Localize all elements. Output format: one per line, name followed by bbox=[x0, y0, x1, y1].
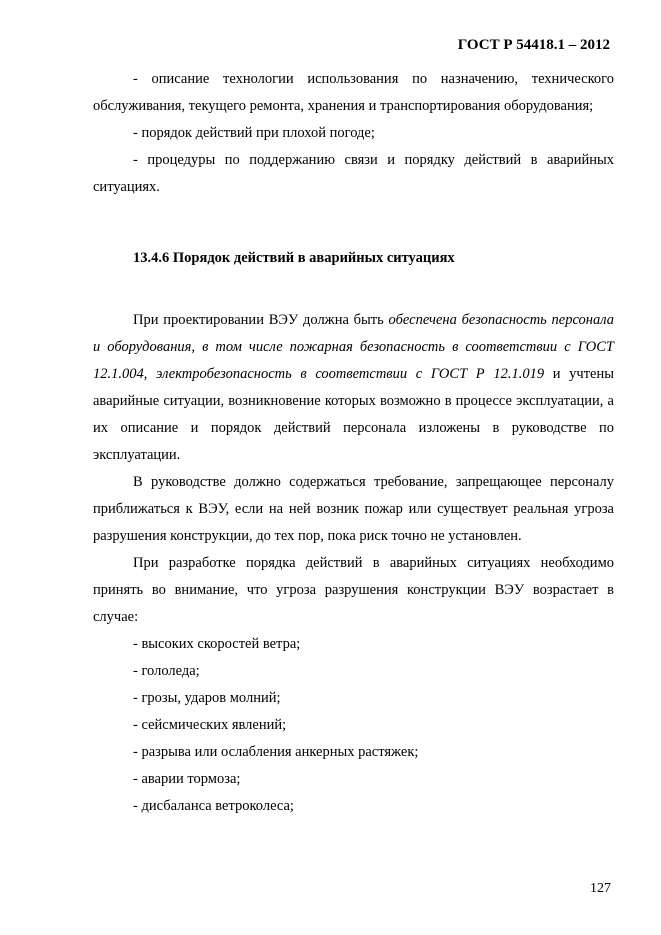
hazard-list-item: - грозы, ударов молний; bbox=[133, 690, 281, 706]
section-heading: 13.4.6 Порядок действий в аварийных ситуациях bbox=[133, 250, 455, 266]
paragraph-text: При проектировании ВЭУ должна быть bbox=[133, 312, 389, 328]
paragraph-manual-requirement: В руководстве должно содержаться требование, запрещающее персоналу приближаться к ВЭУ, если на ней возник пожар или существует реальная угроза разрушения конструкции, до тех пор, пока риск точно не установлен. bbox=[93, 474, 614, 544]
hazard-list-item: - дисбаланса ветроколеса; bbox=[133, 798, 294, 814]
hazard-list-item: - аварии тормоза; bbox=[133, 771, 241, 787]
hazard-list-item: - сейсмических явлений; bbox=[133, 717, 287, 733]
hazard-list-item: - разрыва или ослабления анкерных растяжек; bbox=[133, 744, 419, 760]
intro-list-item: - порядок действий при плохой погоде; bbox=[133, 125, 375, 141]
paragraph-text: и учтены аварийные ситуации, возникновение которых возможно в процессе эксплуатации, а их описание и порядок действий персонала изложены в руководстве по эксплуатации. bbox=[93, 366, 614, 463]
page-content bbox=[93, 66, 614, 820]
paragraph-emergency-procedure: При разработке порядка действий в аварийных ситуациях необходимо принять во внимание, что угроза разрушения конструкции ВЭУ возрастает в случае: bbox=[93, 555, 614, 625]
intro-list-item: - процедуры по поддержанию связи и порядку действий в аварийных ситуациях. bbox=[93, 152, 614, 195]
hazard-list-item: - гололеда; bbox=[133, 663, 200, 679]
paragraph-design-safety bbox=[93, 307, 614, 469]
document-code-header: ГОСТ Р 54418.1 – 2012 bbox=[457, 37, 610, 53]
intro-list-item: - описание технологии использования по назначению, технического обслуживания, текущего ремонта, хранения и транспортирования оборудования; bbox=[93, 71, 614, 114]
paragraph-italic-text: обеспечена безопасность персонала и оборудования, в том числе пожарная безопасность в соответствии с ГОСТ 12.1.004, электробезопасность в соответствии с ГОСТ Р 12.1.019 bbox=[93, 312, 614, 382]
hazard-list-item: - высоких скоростей ветра; bbox=[133, 636, 301, 652]
page-number: 127 bbox=[590, 881, 611, 896]
